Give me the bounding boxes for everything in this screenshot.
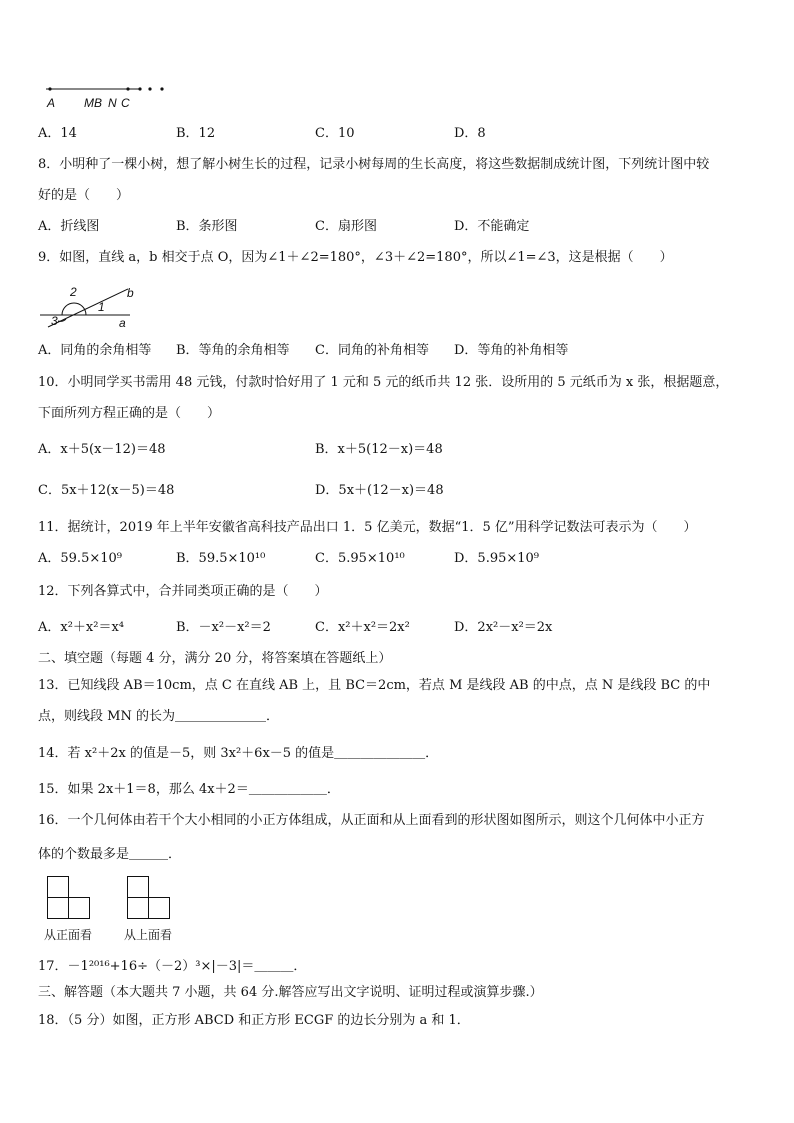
q7-label-n: N <box>108 96 117 110</box>
front-view-figure <box>47 876 91 920</box>
q10-option-a: A．x＋5(x－12)＝48 <box>38 442 166 457</box>
q12-option-b: B．－x²－x²＝2 <box>176 620 271 635</box>
q8-option-a: A．折线图 <box>38 219 100 234</box>
q9-label-2: 2 <box>70 285 77 299</box>
q8-text-line2: 好的是（ ） <box>38 188 130 203</box>
q10-option-c: C．5x＋12(x－5)＝48 <box>38 483 175 498</box>
q7-option-d: D．8 <box>454 126 486 141</box>
q10-text-line2: 下面所列方程正确的是（ ） <box>38 406 221 421</box>
q12-option-c: C．x²＋x²＝2x² <box>315 620 410 635</box>
q17-text: 17．－1²⁰¹⁶+16÷（－2）³×|－3|＝＿＿＿． <box>38 959 307 974</box>
q8-option-d: D．不能确定 <box>454 219 530 234</box>
q16-text-line1: 16．一个几何体由若干个大小相同的小正方体组成，从正面和从上面看到的形状图如图所示，则这个几何体中小正方 <box>38 813 705 828</box>
q7-option-b: B．12 <box>176 126 216 141</box>
top-view-figure <box>127 876 171 920</box>
q11-text-line1: 11．据统计，2019 年上半年安徽省高科技产品出口 1．5 亿美元，数据“1．5 亿”用科学记数法可表示为（ ） <box>38 520 697 535</box>
q11-option-c: C．5.95×10¹⁰ <box>315 551 405 566</box>
section-fill-in-heading: 二、填空题（每题 4 分，满分 20 分，将答案填在答题纸上） <box>38 651 392 666</box>
section-answer-heading: 三、解答题（本大题共 7 小题，共 64 分.解答应写出文字说明、证明过程或演算步骤.） <box>38 985 543 1000</box>
q9-label-3: 3 <box>51 314 58 328</box>
q9-text-line1: 9．如图，直线 a，b 相交于点 O，因为∠1＋∠2=180°，∠3＋∠2=180°，所以∠1=∠3，这是根据（ ） <box>38 250 673 265</box>
q11-option-b: B．59.5×10¹⁰ <box>176 551 266 566</box>
q12-option-d: D．2x²－x²＝2x <box>454 620 553 635</box>
q8-option-c: C．扇形图 <box>315 219 377 234</box>
q12-option-a: A．x²＋x²＝x⁴ <box>38 620 125 635</box>
q7-option-c: C．10 <box>315 126 355 141</box>
q18-text: 18．（5 分）如图，正方形 ABCD 和正方形 ECGF 的边长分别为 a 和 1． <box>38 1013 470 1028</box>
q8-option-b: B．条形图 <box>176 219 238 234</box>
q7-label-a: A <box>47 96 56 110</box>
q11-option-d: D．5.95×10⁹ <box>454 551 540 566</box>
front-view-caption: 从正面看 <box>44 928 93 942</box>
q9-option-a: A．同角的余角相等 <box>38 343 152 358</box>
q10-option-b: B．x＋5(12－x)＝48 <box>315 442 443 457</box>
top-view-caption: 从上面看 <box>124 928 173 942</box>
q9-label-a: a <box>119 316 126 330</box>
q13-text-line1: 13．已知线段 AB＝10cm，点 C 在直线 AB 上，且 BC＝2cm，若点 M 是线段 AB 的中点，点 N 是线段 BC 的中 <box>38 678 711 693</box>
q10-option-d: D．5x＋(12－x)＝48 <box>315 483 444 498</box>
q10-text-line1: 10．小明同学买书需用 48 元钱，付款时恰好用了 1 元和 5 元的纸币共 12 张．设所用的 5 元纸币为 x 张，根据题意， <box>38 375 729 390</box>
q7-label-mb: MB <box>84 96 102 110</box>
q9-option-c: C．同角的补角相等 <box>315 343 429 358</box>
q7-label-c: C <box>121 96 130 110</box>
q11-option-a: A．59.5×10⁹ <box>38 551 122 566</box>
q9-label-b: b <box>127 286 134 300</box>
q7-option-a: A．14 <box>38 126 77 141</box>
q9-option-b: B．等角的余角相等 <box>176 343 290 358</box>
q13-text-line2: 点，则线段 MN 的长为＿＿＿＿＿＿＿． <box>38 709 279 724</box>
q8-text-line1: 8．小明种了一棵小树，想了解小树生长的过程，记录小树每周的生长高度，将这些数据制成统计图，下列统计图中较 <box>38 157 710 172</box>
q9-option-d: D．等角的补角相等 <box>454 343 569 358</box>
q14-text: 14．若 x²＋2x 的值是－5，则 3x²＋6x－5 的值是＿＿＿＿＿＿＿． <box>38 746 439 761</box>
q15-text: 15．如果 2x＋1＝8，那么 4x＋2＝＿＿＿＿＿＿． <box>38 782 340 797</box>
q12-text-line1: 12．下列各算式中，合并同类项正确的是（ ） <box>38 584 328 599</box>
q9-label-1: 1 <box>98 300 105 314</box>
q16-text-line2: 体的个数最多是＿＿＿． <box>38 847 182 862</box>
